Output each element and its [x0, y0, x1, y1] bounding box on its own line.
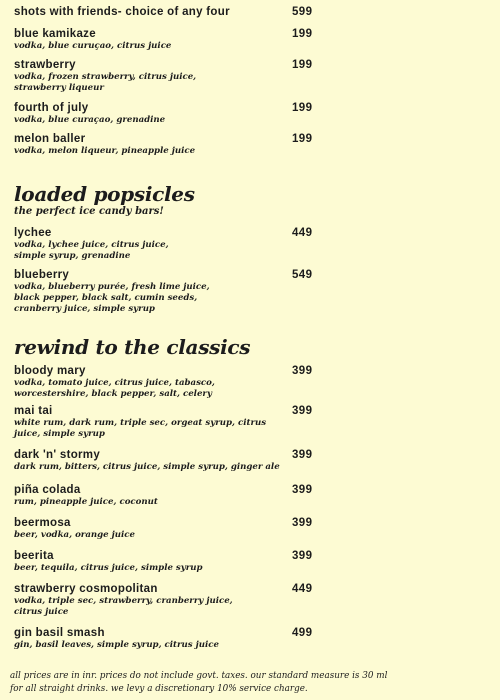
item-description: vodka, blue curuçao, citrus juice: [14, 41, 172, 51]
item-name: beermosa: [14, 517, 71, 529]
item-description: vodka, triple sec, strawberry, cranberry juice, citrus juice: [14, 596, 233, 617]
item-name: shots with friends- choice of any four: [14, 6, 230, 18]
item-name: beerita: [14, 550, 54, 562]
footer-note: all prices are in inr. prices do not include govt. taxes. our standard measure is 30 ml for all straight drinks. we levy a discretionary 10% service charge.: [10, 671, 388, 694]
item-description: vodka, frozen strawberry, citrus juice, strawberry liqueur: [14, 72, 197, 93]
section-title-loaded-popsicles: loaded popsicles: [14, 182, 195, 206]
item-price: 399: [292, 550, 313, 562]
item-price: 199: [292, 28, 313, 40]
item-name: gin basil smash: [14, 627, 105, 639]
item-name: blueberry: [14, 269, 70, 281]
item-price: 199: [292, 133, 313, 145]
section-subtitle: the perfect ice candy bars!: [14, 206, 164, 217]
item-description: beer, vodka, orange juice: [14, 530, 135, 540]
item-price: 399: [292, 405, 313, 417]
item-description: dark rum, bitters, citrus juice, simple syrup, ginger ale: [14, 462, 280, 472]
item-name: piña colada: [14, 484, 81, 496]
item-name: melon baller: [14, 133, 86, 145]
item-description: white rum, dark rum, triple sec, orgeat syrup, citrus juice, simple syrup: [14, 418, 267, 439]
item-name: strawberry cosmopolitan: [14, 583, 158, 595]
item-name: mai tai: [14, 405, 53, 417]
item-description: vodka, blueberry purée, fresh lime juice, black pepper, black salt, cumin seeds, cranberry juice, simple syrup: [14, 282, 210, 314]
item-name: lychee: [14, 227, 52, 239]
item-price: 499: [292, 627, 313, 639]
item-name: dark 'n' stormy: [14, 449, 101, 461]
item-description: vodka, lychee juice, citrus juice, simple syrup, grenadine: [14, 240, 169, 261]
item-description: gin, basil leaves, simple syrup, citrus juice: [14, 640, 219, 650]
item-price: 549: [292, 269, 313, 281]
item-description: vodka, melon liqueur, pineapple juice: [14, 146, 196, 156]
item-price: 449: [292, 583, 313, 595]
item-description: vodka, tomato juice, citrus juice, tabasco, worcestershire, black pepper, salt, celery: [14, 378, 215, 399]
item-name: strawberry: [14, 59, 76, 71]
item-name: fourth of july: [14, 102, 89, 114]
item-description: vodka, blue curaçao, grenadine: [14, 115, 166, 125]
item-name: bloody mary: [14, 365, 86, 377]
item-price: 199: [292, 102, 313, 114]
item-price: 199: [292, 59, 313, 71]
section-title-classics: rewind to the classics: [14, 335, 251, 359]
item-price: 599: [292, 6, 313, 18]
item-description: beer, tequila, citrus juice, simple syrup: [14, 563, 203, 573]
item-price: 399: [292, 517, 313, 529]
item-name: blue kamikaze: [14, 28, 96, 40]
item-price: 449: [292, 227, 313, 239]
item-price: 399: [292, 449, 313, 461]
item-price: 399: [292, 484, 313, 496]
item-price: 399: [292, 365, 313, 377]
item-description: rum, pineapple juice, coconut: [14, 497, 158, 507]
